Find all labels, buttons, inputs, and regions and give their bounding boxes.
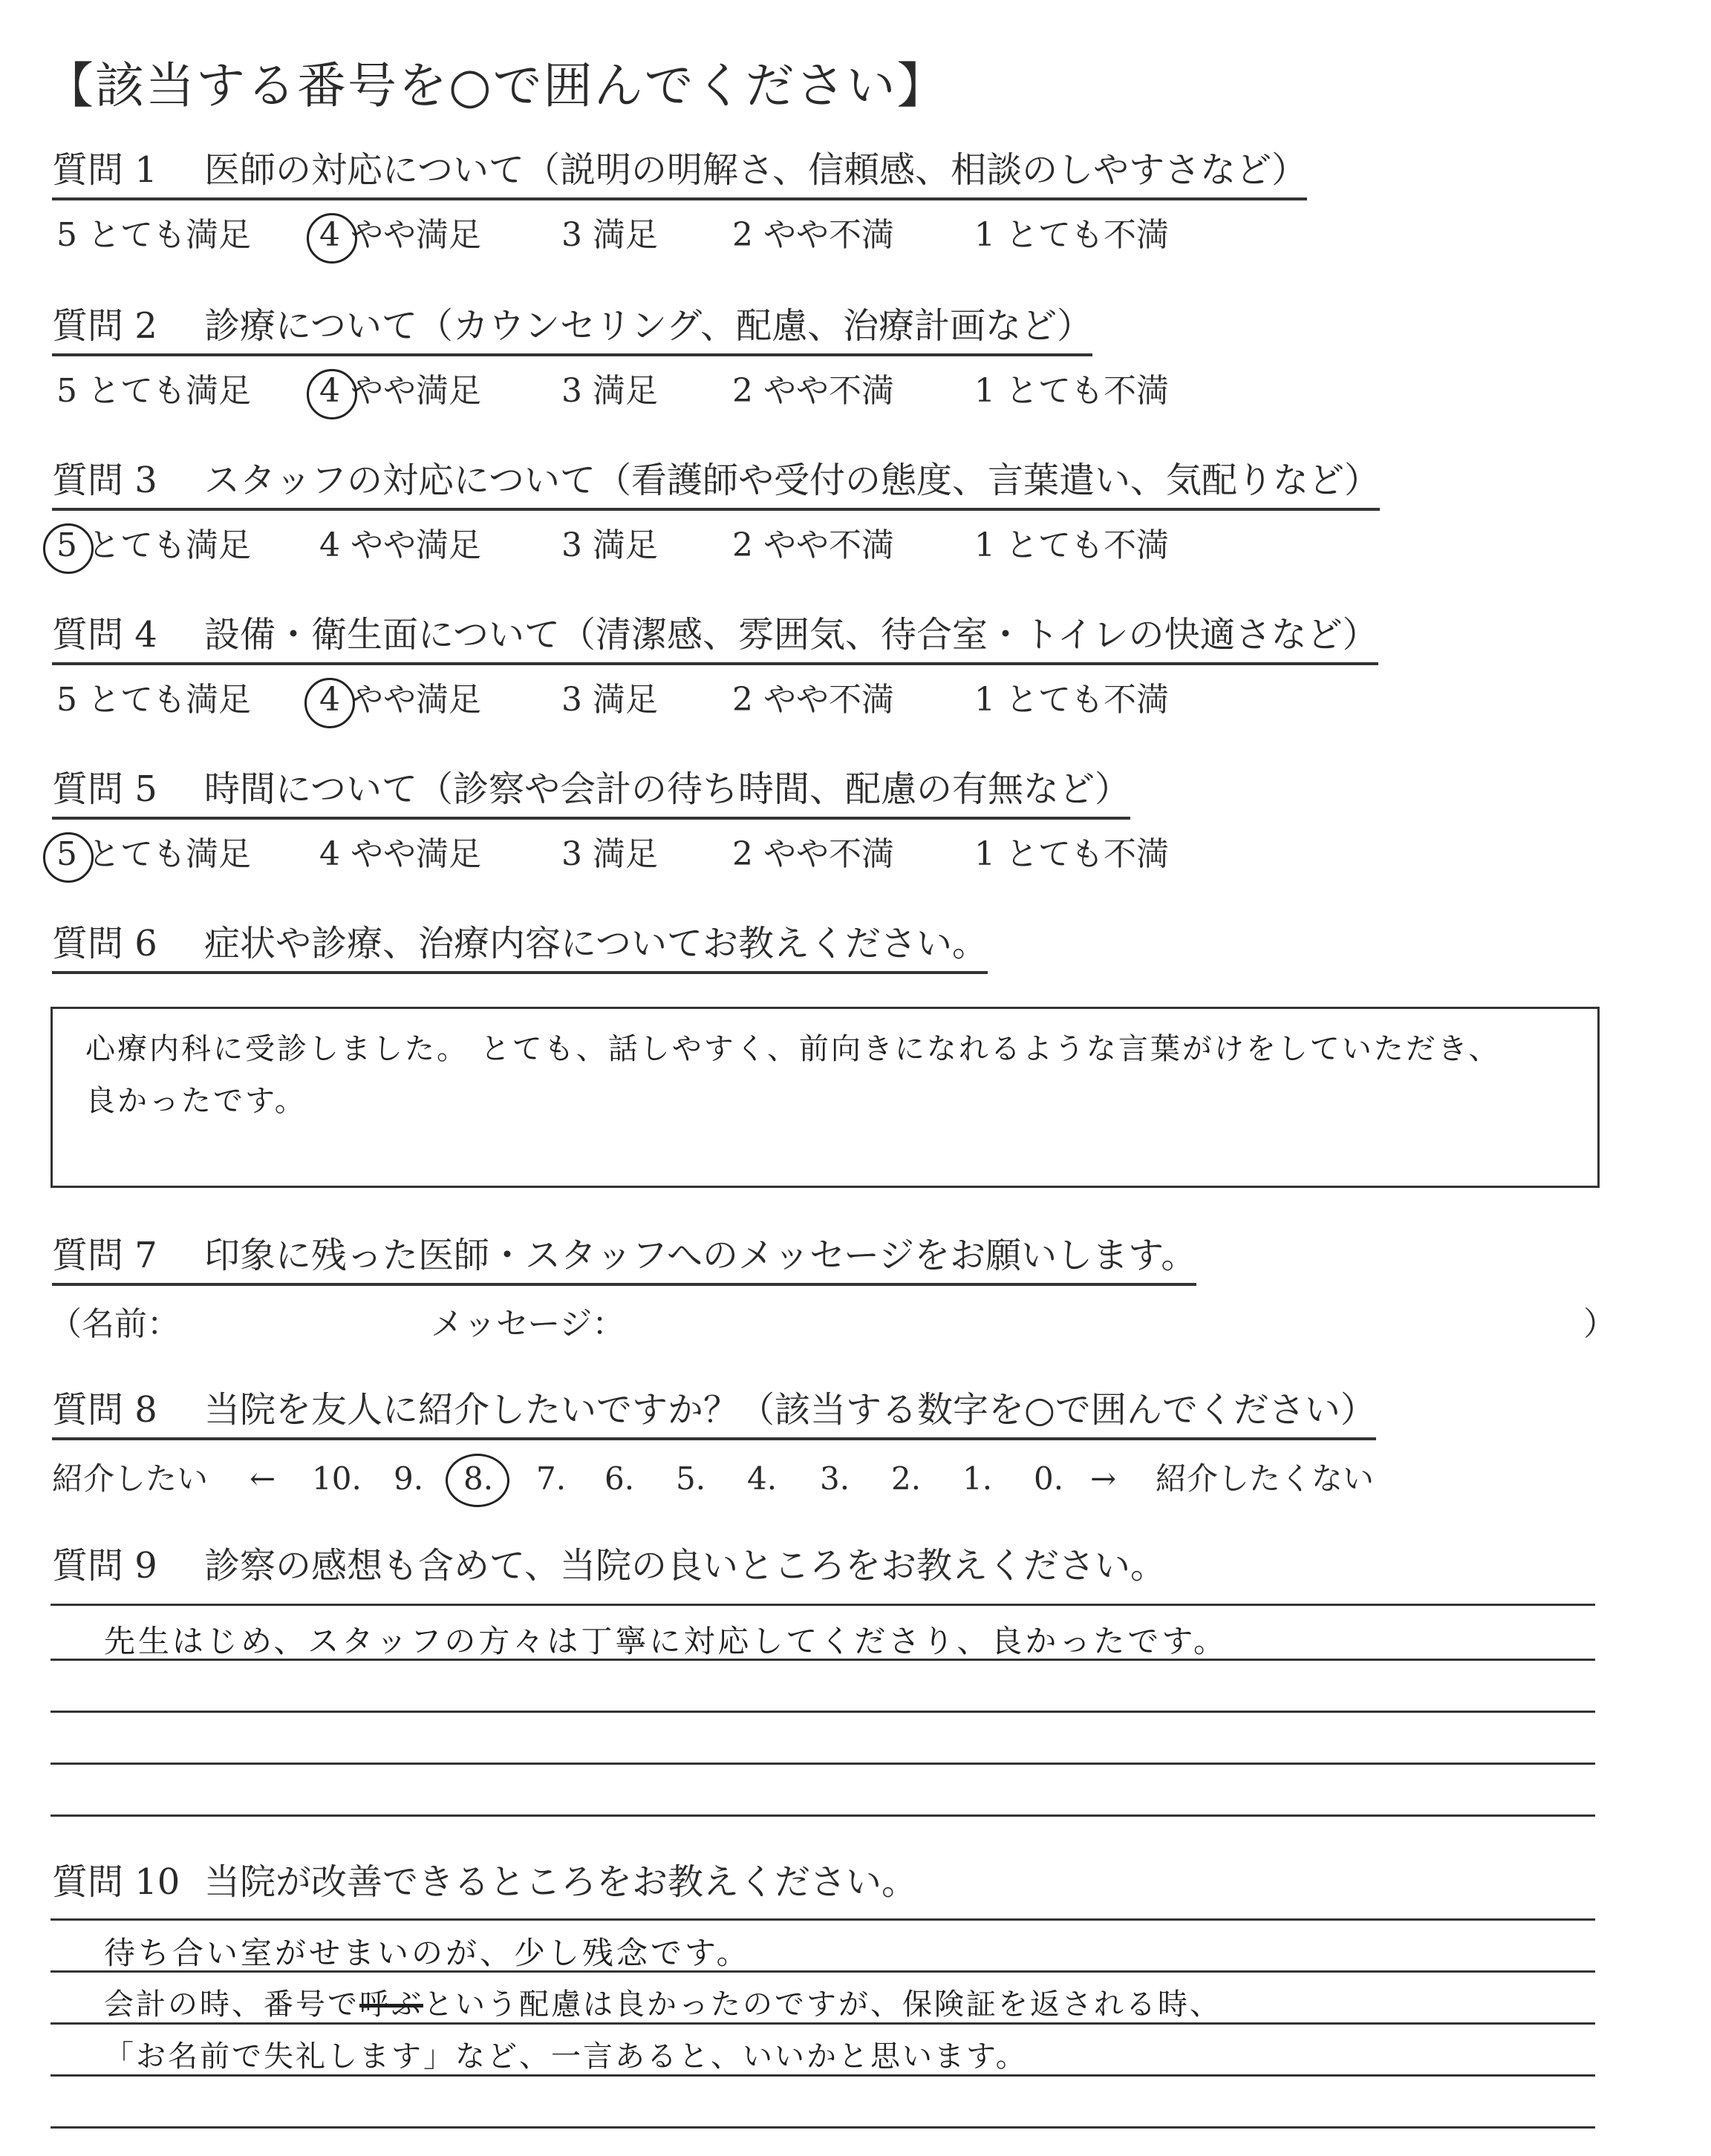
- option-4[interactable]: 4 やや満足: [319, 835, 481, 873]
- option-5[interactable]: 5 とても満足: [56, 526, 251, 564]
- question-3-options: [0, 522, 1711, 569]
- question-8-heading: [52, 1387, 1376, 1440]
- question-4-text: 設備・衛生面について（清潔感、雰囲気、待合室・トイレの快適さなど）: [204, 614, 1378, 656]
- answer-rule: [50, 1659, 1595, 1661]
- option-5[interactable]: 5 とても満足: [56, 835, 251, 873]
- question-4-options: [0, 676, 1711, 724]
- answer-rule: [50, 2022, 1595, 2025]
- option-3[interactable]: 3 満足: [561, 526, 658, 564]
- name-label: （名前：: [49, 1305, 180, 1343]
- question-8-text: 当院を友人に紹介したいですか？（該当する数字を○で囲んでください）: [204, 1389, 1376, 1431]
- page-title: 【該当する番号を○で囲んでください】: [45, 57, 948, 114]
- option-2[interactable]: 2 やや不満: [732, 372, 894, 410]
- question-7-heading: [52, 1232, 1196, 1286]
- question-2-heading: [52, 303, 1092, 356]
- scale-8[interactable]: 8.: [463, 1460, 494, 1497]
- option-1[interactable]: 1 とても不満: [974, 681, 1169, 719]
- answer-rule: [50, 2126, 1595, 2129]
- answer-rule: [50, 1711, 1595, 1713]
- option-3[interactable]: 3 満足: [561, 372, 658, 410]
- scale-0[interactable]: 0.: [1034, 1460, 1064, 1497]
- selection-circle: [307, 369, 357, 419]
- option-4[interactable]: 4 やや満足: [319, 216, 481, 254]
- handwritten-answer-line: 良かったです。: [85, 1084, 307, 1118]
- selection-circle: [446, 1454, 509, 1507]
- question-10-heading: [52, 1859, 917, 1910]
- question-7-fields: [0, 1301, 1711, 1348]
- recommendation-scale: [0, 1455, 1711, 1503]
- handwritten-text: 会計の時、番号で: [104, 1987, 359, 2022]
- option-4[interactable]: 4 やや満足: [319, 372, 481, 410]
- scale-2[interactable]: 2.: [891, 1460, 922, 1497]
- scale-right-label: 紹介したくない: [1156, 1460, 1375, 1497]
- right-arrow-icon: →: [1090, 1460, 1117, 1497]
- scale-10[interactable]: 10.: [312, 1460, 362, 1497]
- selection-circle: [43, 832, 94, 883]
- answer-rule: [50, 1604, 1595, 1606]
- question-1-heading: [52, 147, 1307, 200]
- scale-9[interactable]: 9.: [394, 1460, 424, 1497]
- scale-4[interactable]: 4.: [747, 1460, 778, 1497]
- answer-rule: [50, 1814, 1595, 1817]
- handwritten-answer-line: 先生はじめ、スタッフの方々は丁寧に対応してくださり、良かったです。: [104, 1623, 1228, 1659]
- question-3-text: スタッフの対応について（看護師や受付の態度、言葉遣い、気配りなど）: [204, 460, 1381, 501]
- left-arrow-icon: ←: [250, 1460, 276, 1497]
- handwritten-text: という配慮は良かったのですが、保険証を返される時、: [423, 1987, 1222, 2022]
- question-9-heading: [52, 1543, 1166, 1593]
- option-1[interactable]: 1 とても不満: [974, 372, 1169, 410]
- option-1[interactable]: 1 とても不満: [974, 835, 1169, 873]
- option-5[interactable]: 5 とても満足: [56, 216, 251, 254]
- question-10-text: 当院が改善できるところをお教えください。: [204, 1861, 918, 1903]
- answer-rule: [50, 1970, 1595, 1973]
- question-9-text: 診察の感想も含めて、当院の良いところをお教えください。: [204, 1545, 1167, 1587]
- question-7-number: 質問 7: [52, 1235, 157, 1276]
- scale-3[interactable]: 3.: [820, 1460, 850, 1497]
- question-6-answer-box[interactable]: [50, 1007, 1600, 1188]
- question-6-heading: [52, 921, 988, 974]
- option-5[interactable]: 5 とても満足: [56, 372, 251, 410]
- struck-out-text: 呼ぶ: [359, 1987, 423, 2022]
- question-1-options: [0, 212, 1711, 259]
- question-6-text: 症状や診療、治療内容についてお教えください。: [204, 923, 988, 964]
- option-3[interactable]: 3 満足: [561, 681, 658, 719]
- question-1-number: 質問 1: [52, 149, 157, 191]
- close-paren: ）: [1583, 1305, 1616, 1343]
- selection-circle: [307, 213, 357, 264]
- question-7-text: 印象に残った医師・スタッフへのメッセージをお願いします。: [204, 1235, 1197, 1276]
- question-5-options: [0, 831, 1711, 878]
- handwritten-answer-line: [104, 1981, 1222, 2023]
- option-3[interactable]: 3 満足: [561, 835, 658, 873]
- answer-rule: [50, 1918, 1595, 1921]
- question-4-heading: [52, 612, 1378, 665]
- question-1-text: 医師の対応について（説明の明解さ、信頼感、相談のしやすさなど）: [204, 149, 1308, 191]
- option-2[interactable]: 2 やや不満: [732, 835, 894, 873]
- scale-1[interactable]: 1.: [962, 1460, 993, 1497]
- question-5-number: 質問 5: [52, 768, 157, 810]
- question-4-number: 質問 4: [52, 614, 157, 656]
- question-2-text: 診療について（カウンセリング、配慮、治療計画など）: [204, 305, 1093, 347]
- question-5-text: 時間について（診察や会計の待ち時間、配慮の有無など）: [204, 768, 1131, 810]
- question-2-options: [0, 368, 1711, 415]
- handwritten-answer-line: 心療内科に受診しました。 とても、話しやすく、前向きになれるような言葉がけをしていただき、: [85, 1032, 1501, 1066]
- question-8-number: 質問 8: [52, 1389, 157, 1431]
- handwritten-answer-line: 待ち合い室がせまいのが、少し残念です。: [104, 1935, 751, 1971]
- selection-circle: [43, 523, 94, 574]
- question-9-number: 質問 9: [52, 1545, 157, 1587]
- scale-6[interactable]: 6.: [604, 1460, 635, 1497]
- selection-circle: [304, 678, 355, 728]
- option-5[interactable]: 5 とても満足: [56, 681, 251, 719]
- option-2[interactable]: 2 やや不満: [732, 216, 894, 254]
- message-label: メッセージ：: [431, 1305, 625, 1343]
- question-3-heading: [52, 457, 1380, 511]
- scale-5[interactable]: 5.: [676, 1460, 706, 1497]
- question-2-number: 質問 2: [52, 305, 157, 347]
- option-2[interactable]: 2 やや不満: [732, 681, 894, 719]
- scale-7[interactable]: 7.: [536, 1460, 567, 1497]
- option-1[interactable]: 1 とても不満: [974, 216, 1169, 254]
- question-5-heading: [52, 766, 1130, 820]
- option-1[interactable]: 1 とても不満: [974, 526, 1169, 564]
- question-3-number: 質問 3: [52, 460, 157, 501]
- answer-rule: [50, 2074, 1595, 2077]
- option-4[interactable]: 4 やや満足: [319, 526, 481, 564]
- question-10-number: 質問 10: [52, 1861, 180, 1903]
- scale-left-label: 紹介したい: [52, 1460, 209, 1497]
- option-4[interactable]: 4 やや満足: [319, 681, 481, 719]
- option-3[interactable]: 3 満足: [561, 216, 658, 254]
- answer-rule: [50, 1763, 1595, 1765]
- option-2[interactable]: 2 やや不満: [732, 526, 894, 564]
- question-6-number: 質問 6: [52, 923, 157, 964]
- handwritten-answer-line: 「お名前で失礼します」など、一言あると、いいかと思います。: [104, 2039, 1028, 2074]
